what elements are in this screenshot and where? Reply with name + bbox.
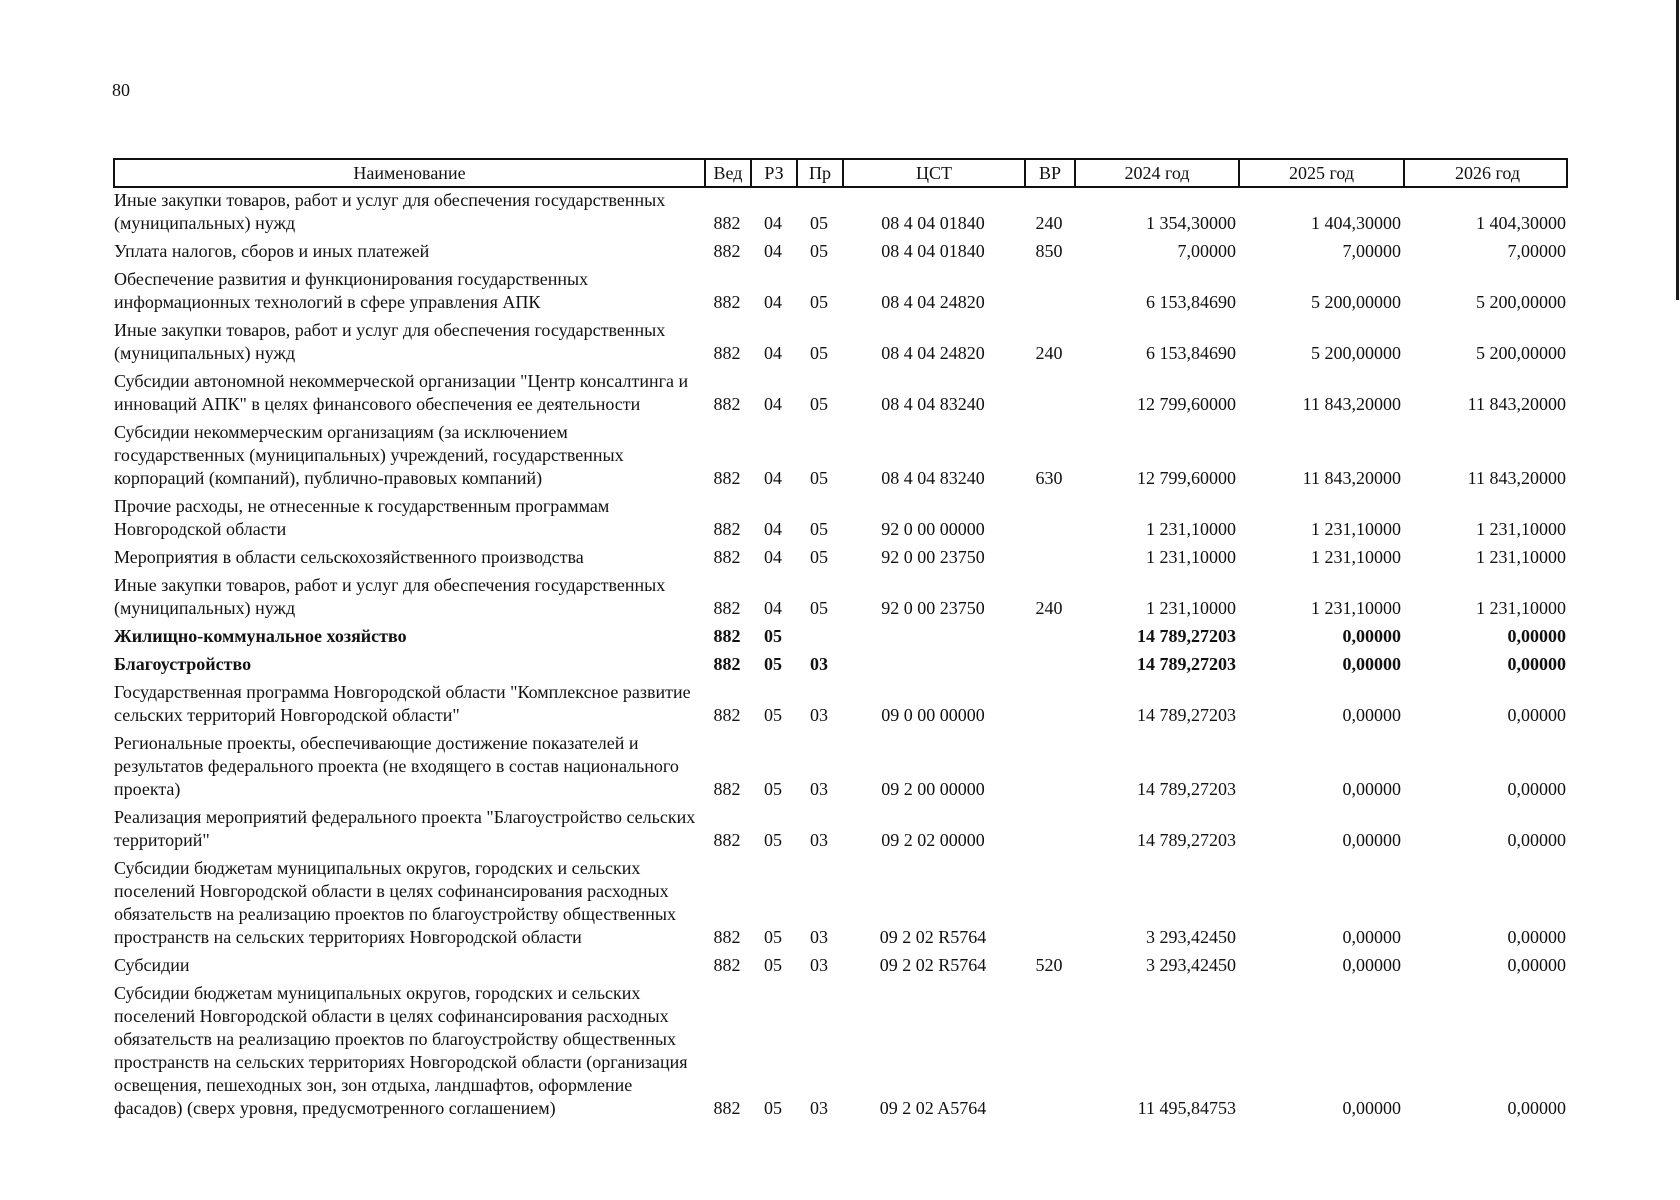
scan-edge-line xyxy=(1676,0,1679,300)
cell-2024: 1 231,10000 xyxy=(1146,547,1236,567)
cell-cst: 92 0 00 00000 xyxy=(881,519,985,539)
cell-2025: 0,00000 xyxy=(1342,927,1401,947)
cell-2026: 11 843,20000 xyxy=(1467,468,1566,488)
cell-cst: 09 2 02 00000 xyxy=(881,830,985,850)
cell-2026: 11 843,20000 xyxy=(1467,394,1566,414)
cell-pr: 05 xyxy=(810,213,828,233)
cell-ved: 882 xyxy=(713,213,741,233)
cell-ved: 882 xyxy=(713,519,741,539)
cell-2025: 5 200,00000 xyxy=(1311,343,1401,363)
cell-pr: 05 xyxy=(810,292,828,312)
cell-rz: 05 xyxy=(764,927,782,947)
cell-pr: 03 xyxy=(810,955,828,975)
cell-cst: 08 4 04 24820 xyxy=(881,292,985,312)
cell-2025: 1 231,10000 xyxy=(1311,519,1401,539)
cell-vr: 520 xyxy=(1035,955,1063,975)
cell-name: Субсидии некоммерческим организациям (за исключением государственных (муниципальных) учреждений, государственных корпораций (компаний), публично-правовых компаний) xyxy=(114,422,624,488)
table-row xyxy=(113,982,1568,1125)
cell-rz: 04 xyxy=(764,598,782,618)
table-row xyxy=(113,857,1568,954)
cell-2026: 1 231,10000 xyxy=(1476,519,1566,539)
cell-2026: 0,00000 xyxy=(1507,779,1566,799)
cell-rz: 04 xyxy=(764,547,782,567)
cell-cst: 08 4 04 01840 xyxy=(881,241,985,261)
cell-2025: 1 404,30000 xyxy=(1311,213,1401,233)
cell-pr: 03 xyxy=(810,779,828,799)
cell-cst: 09 2 02 A5764 xyxy=(879,1098,987,1118)
cell-pr: 03 xyxy=(810,830,828,850)
cell-cst: 92 0 00 23750 xyxy=(881,598,985,618)
cell-2024: 12 799,60000 xyxy=(1137,394,1236,414)
cell-pr: 03 xyxy=(810,705,828,725)
header-ved: Вед xyxy=(706,160,752,186)
cell-2026: 5 200,00000 xyxy=(1476,343,1566,363)
cell-2026: 0,00000 xyxy=(1507,1098,1566,1118)
cell-name: Иные закупки товаров, работ и услуг для обеспечения государственных (муниципальных) нужд xyxy=(114,190,666,233)
cell-rz: 04 xyxy=(764,292,782,312)
cell-2024: 14 789,27203 xyxy=(1137,779,1236,799)
cell-2026: 1 231,10000 xyxy=(1476,598,1566,618)
cell-name: Региональные проекты, обеспечивающие достижение показателей и результатов федерального проекта (не входящего в состав национального проекта) xyxy=(114,733,679,799)
cell-2026: 0,00000 xyxy=(1507,955,1566,975)
cell-2026: 1 404,30000 xyxy=(1476,213,1566,233)
cell-2026: 0,00000 xyxy=(1507,830,1566,850)
cell-2026: 1 231,10000 xyxy=(1476,547,1566,567)
cell-cst: 09 2 02 R5764 xyxy=(879,955,987,975)
header-vr: ВР xyxy=(1026,160,1076,186)
cell-ved: 882 xyxy=(713,1098,741,1118)
cell-2024: 1 354,30000 xyxy=(1146,213,1236,233)
table-row xyxy=(113,732,1568,806)
cell-cst: 08 4 04 83240 xyxy=(881,468,985,488)
cell-pr: 03 xyxy=(810,927,828,947)
cell-name: Жилищно-коммунальное хозяйство xyxy=(114,626,407,646)
cell-rz: 04 xyxy=(764,394,782,414)
cell-ved: 882 xyxy=(713,394,741,414)
table-row xyxy=(113,370,1568,421)
cell-cst: 09 2 00 00000 xyxy=(881,779,985,799)
cell-name: Прочие расходы, не отнесенные к государственным программам Новгородской области xyxy=(114,496,610,539)
header-rz: РЗ xyxy=(752,160,798,186)
cell-2024: 12 799,60000 xyxy=(1137,468,1236,488)
cell-cst: 09 0 00 00000 xyxy=(881,705,985,725)
cell-2025: 0,00000 xyxy=(1342,705,1401,725)
header-name: Наименование xyxy=(115,160,706,186)
cell-2026: 0,00000 xyxy=(1507,705,1566,725)
cell-vr: 240 xyxy=(1035,343,1063,363)
cell-2025: 0,00000 xyxy=(1342,779,1401,799)
cell-2026: 0,00000 xyxy=(1507,626,1566,646)
cell-rz: 05 xyxy=(764,779,782,799)
cell-name: Субсидии бюджетам муниципальных округов, городских и сельских поселений Новгородской области в целях софинансирования расходных обязательств на реализацию проектов по благоустройству общественных пространств на сельских территориях Новгородской области (организация освещения, пешеходных зон, зон отдыха, ландшафтов, оформление фасадов) (сверх уровня, предусмотренного соглашением) xyxy=(114,983,688,1118)
table-row xyxy=(113,574,1568,625)
table-body xyxy=(113,189,1568,1125)
header-pr: Пр xyxy=(798,160,844,186)
cell-ved: 882 xyxy=(713,468,741,488)
cell-name: Иные закупки товаров, работ и услуг для обеспечения государственных (муниципальных) нужд xyxy=(114,575,666,618)
cell-vr: 240 xyxy=(1035,213,1063,233)
cell-name: Уплата налогов, сборов и иных платежей xyxy=(114,241,430,261)
cell-rz: 04 xyxy=(764,213,782,233)
cell-rz: 05 xyxy=(764,654,782,674)
cell-rz: 05 xyxy=(764,626,782,646)
cell-ved: 882 xyxy=(713,547,741,567)
cell-cst: 08 4 04 24820 xyxy=(881,343,985,363)
cell-pr: 05 xyxy=(810,547,828,567)
cell-pr: 05 xyxy=(810,343,828,363)
cell-vr: 630 xyxy=(1035,468,1063,488)
cell-name: Иные закупки товаров, работ и услуг для обеспечения государственных (муниципальных) нужд xyxy=(114,320,666,363)
cell-ved: 882 xyxy=(713,705,741,725)
cell-2025: 0,00000 xyxy=(1342,626,1401,646)
cell-rz: 05 xyxy=(764,830,782,850)
table-row xyxy=(113,189,1568,240)
cell-pr: 05 xyxy=(810,598,828,618)
table-row xyxy=(113,268,1568,319)
table-row xyxy=(113,954,1568,982)
table-row xyxy=(113,421,1568,495)
cell-2024: 7,00000 xyxy=(1177,241,1236,261)
cell-2025: 0,00000 xyxy=(1342,1098,1401,1118)
cell-name: Благоустройство xyxy=(114,654,252,674)
cell-ved: 882 xyxy=(713,779,741,799)
cell-2024: 1 231,10000 xyxy=(1146,598,1236,618)
cell-2026: 7,00000 xyxy=(1507,241,1566,261)
cell-2024: 6 153,84690 xyxy=(1146,343,1236,363)
cell-cst: 08 4 04 83240 xyxy=(881,394,985,414)
cell-ved: 882 xyxy=(713,927,741,947)
cell-2024: 14 789,27203 xyxy=(1137,830,1236,850)
cell-ved: 882 xyxy=(713,955,741,975)
cell-rz: 04 xyxy=(764,241,782,261)
table-row xyxy=(113,806,1568,857)
cell-2026: 0,00000 xyxy=(1507,654,1566,674)
cell-2025: 5 200,00000 xyxy=(1311,292,1401,312)
cell-pr: 03 xyxy=(810,1098,828,1118)
table-row xyxy=(113,681,1568,732)
header-cst: ЦСТ xyxy=(844,160,1026,186)
cell-rz: 04 xyxy=(764,343,782,363)
cell-2025: 1 231,10000 xyxy=(1311,547,1401,567)
table-header xyxy=(113,158,1568,188)
cell-vr: 850 xyxy=(1035,241,1063,261)
cell-2024: 6 153,84690 xyxy=(1146,292,1236,312)
cell-cst: 09 2 02 R5764 xyxy=(879,927,987,947)
cell-name: Мероприятия в области сельскохозяйственного производства xyxy=(114,547,584,567)
page-number: 80 xyxy=(112,80,130,100)
cell-rz: 05 xyxy=(764,1098,782,1118)
budget-table xyxy=(113,158,1568,1125)
cell-2025: 11 843,20000 xyxy=(1302,394,1401,414)
cell-2025: 11 843,20000 xyxy=(1302,468,1401,488)
cell-pr: 03 xyxy=(810,654,828,674)
cell-rz: 04 xyxy=(764,519,782,539)
cell-vr: 240 xyxy=(1035,598,1063,618)
cell-rz: 04 xyxy=(764,468,782,488)
cell-ved: 882 xyxy=(713,241,741,261)
table-row xyxy=(113,625,1568,653)
cell-ved: 882 xyxy=(713,292,741,312)
table-row xyxy=(113,546,1568,574)
cell-2025: 1 231,10000 xyxy=(1311,598,1401,618)
header-2025: 2025 год xyxy=(1240,160,1405,186)
table-row xyxy=(113,495,1568,546)
cell-name: Субсидии xyxy=(114,955,190,975)
table-row xyxy=(113,319,1568,370)
cell-ved: 882 xyxy=(713,343,741,363)
cell-2026: 0,00000 xyxy=(1507,927,1566,947)
cell-2024: 14 789,27203 xyxy=(1137,705,1236,725)
cell-2026: 5 200,00000 xyxy=(1476,292,1566,312)
cell-rz: 05 xyxy=(764,955,782,975)
cell-2024: 14 789,27203 xyxy=(1137,626,1236,646)
cell-name: Субсидии бюджетам муниципальных округов, городских и сельских поселений Новгородской области в целях софинансирования расходных обязательств на реализацию проектов по благоустройству общественных пространств на сельских территориях Новгородской области xyxy=(114,858,676,947)
cell-2024: 11 495,84753 xyxy=(1137,1098,1236,1118)
cell-2025: 0,00000 xyxy=(1342,830,1401,850)
table-row xyxy=(113,653,1568,681)
cell-name: Обеспечение развития и функционирования государственных информационных технологий в сфере управления АПК xyxy=(114,269,589,312)
cell-2024: 3 293,42450 xyxy=(1146,927,1236,947)
cell-cst: 92 0 00 23750 xyxy=(881,547,985,567)
table-row xyxy=(113,240,1568,268)
cell-2025: 0,00000 xyxy=(1342,955,1401,975)
cell-name: Субсидии автономной некоммерческой организации "Центр консалтинга и инноваций АПК" в целях финансового обеспечения ее деятельности xyxy=(114,371,689,414)
cell-2024: 14 789,27203 xyxy=(1137,654,1236,674)
cell-2025: 7,00000 xyxy=(1342,241,1401,261)
header-2024: 2024 год xyxy=(1076,160,1240,186)
cell-pr: 05 xyxy=(810,519,828,539)
cell-2025: 0,00000 xyxy=(1342,654,1401,674)
cell-name: Государственная программа Новгородской области "Комплексное развитие сельских территорий Новгородской области" xyxy=(114,682,691,725)
header-2026: 2026 год xyxy=(1454,163,1521,183)
cell-pr: 05 xyxy=(810,468,828,488)
cell-ved: 882 xyxy=(713,830,741,850)
cell-pr: 05 xyxy=(810,394,828,414)
cell-rz: 05 xyxy=(764,705,782,725)
cell-ved: 882 xyxy=(713,626,741,646)
cell-2024: 3 293,42450 xyxy=(1146,955,1236,975)
cell-cst: 08 4 04 01840 xyxy=(881,213,985,233)
cell-2024: 1 231,10000 xyxy=(1146,519,1236,539)
cell-name: Реализация мероприятий федерального проекта "Благоустройство сельских территорий" xyxy=(114,807,696,850)
cell-pr: 05 xyxy=(810,241,828,261)
cell-ved: 882 xyxy=(713,654,741,674)
cell-ved: 882 xyxy=(713,598,741,618)
